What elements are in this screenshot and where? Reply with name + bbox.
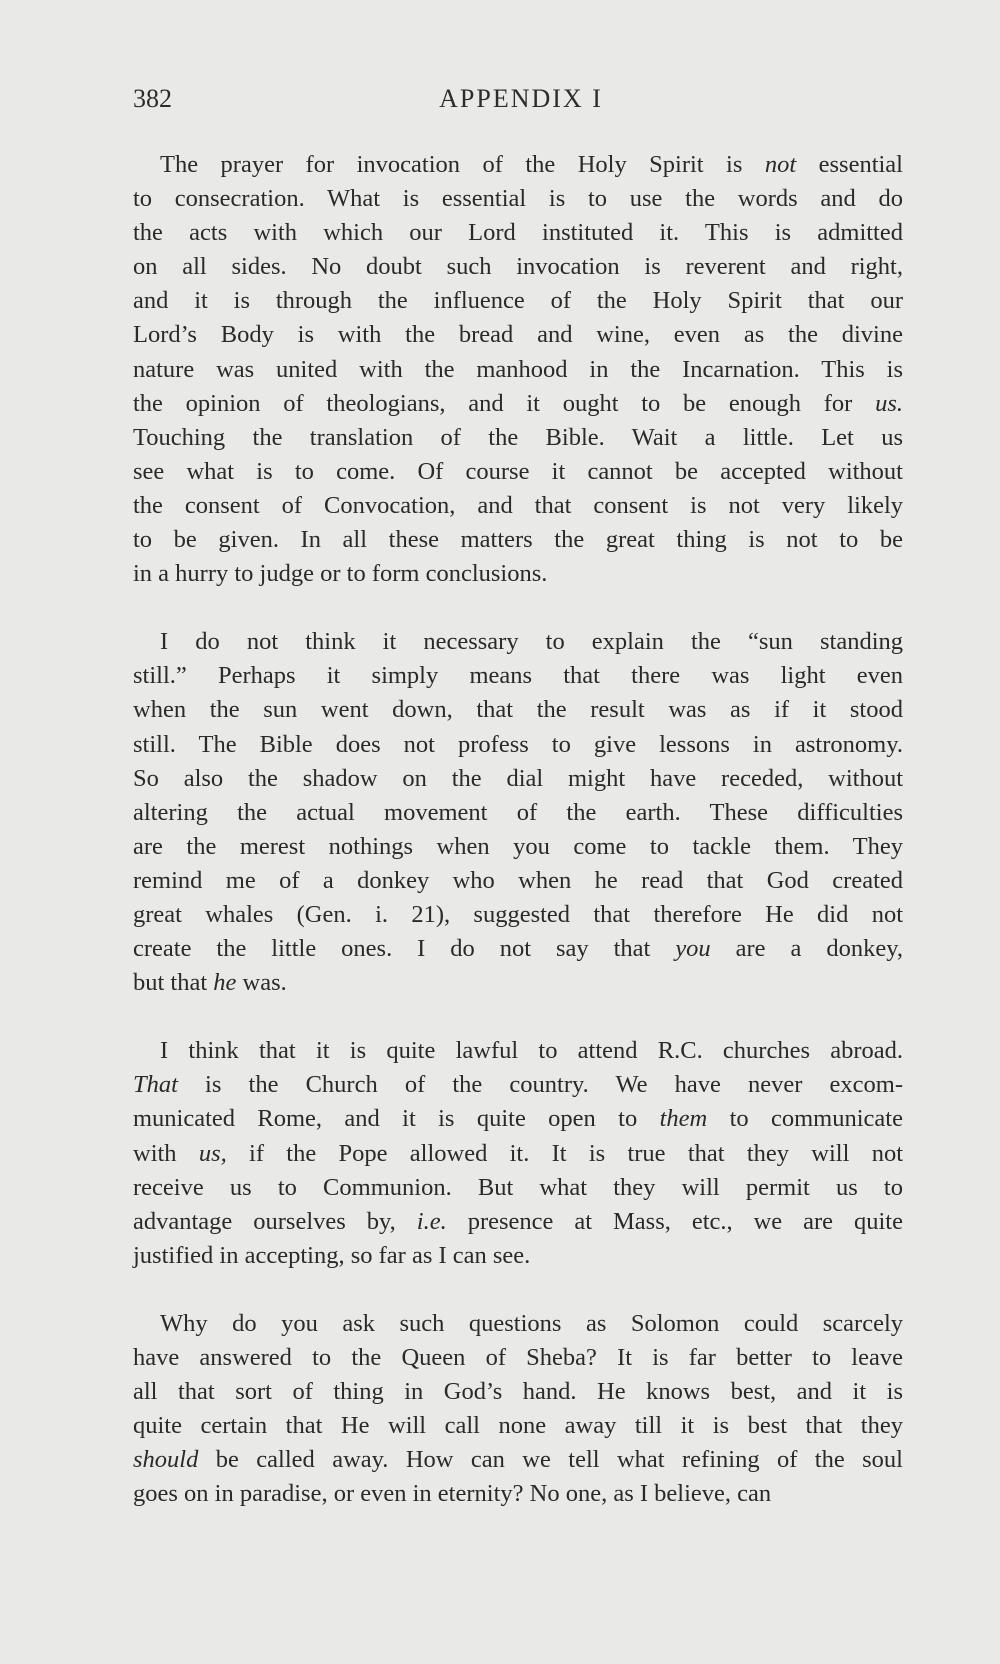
text-run: see what is to come. Of course it cannot be accepted without [133, 457, 903, 485]
text-run: still. The Bible does not profess to give lessons in astronomy. [133, 730, 903, 758]
text-run: goes on in paradise, or even in eternity? No one, as I believe, can [133, 1480, 772, 1508]
text-run: presence at Mass, etc., we are quite [446, 1207, 903, 1235]
italic-text: not [764, 151, 797, 178]
text-run: and it is through the influence of the Holy Spirit that our [133, 287, 903, 315]
text-run: are the merest nothings when you come to tackle them. They [133, 832, 903, 860]
text-run: essential [796, 151, 903, 178]
text-line [133, 523, 903, 557]
paragraph [133, 625, 903, 1000]
text-line [133, 693, 903, 727]
text-run: all that sort of thing in God’s hand. He knows best, and it is [133, 1378, 903, 1406]
paragraph [133, 1034, 903, 1273]
text-line [133, 1409, 903, 1443]
text-line [133, 421, 903, 455]
text-run: the acts with which our Lord instituted it. This is admitted [133, 219, 903, 247]
text-run: with [133, 1139, 199, 1167]
text-run: to communicate [707, 1105, 903, 1133]
text-line [133, 932, 903, 966]
page-header [133, 84, 909, 124]
text-run: nature was united with the manhood in the Incarnation. This is [133, 355, 903, 383]
text-line [133, 1171, 903, 1205]
text-run: advantage ourselves by, [133, 1207, 417, 1235]
text-run: if the Pope allowed it. It is true that they will not [226, 1139, 903, 1167]
text-run: still.” Perhaps it simply means that there was light even [133, 662, 903, 690]
running-head: APPENDIX I [439, 84, 603, 113]
text-line [133, 216, 903, 250]
text-line [133, 1477, 903, 1511]
italic-text: he [213, 969, 237, 997]
italic-text: them [659, 1105, 708, 1133]
text-run: in a hurry to judge or to form conclusions. [133, 560, 548, 588]
text-line [133, 966, 903, 1000]
text-line [133, 250, 903, 284]
italic-text: us. [875, 389, 903, 417]
text-line [133, 1341, 903, 1375]
text-line [133, 387, 903, 421]
text-run: the consent of Convocation, and that consent is not very likely [133, 491, 903, 519]
text-line [133, 762, 903, 796]
body-text [133, 148, 903, 1545]
text-run: quite certain that He will call none away till it is best that they [133, 1412, 903, 1440]
text-line [133, 1102, 903, 1136]
paragraph [133, 1307, 903, 1512]
text-line [133, 1375, 903, 1409]
italic-text: you [675, 935, 711, 963]
text-line [133, 1068, 903, 1102]
italic-text: That [133, 1071, 178, 1099]
text-run: municated Rome, and it is quite open to [133, 1105, 660, 1133]
text-line [133, 1307, 903, 1341]
text-line [133, 148, 903, 182]
text-line [133, 625, 903, 659]
text-run: So also the shadow on the dial might have receded, without [133, 764, 903, 792]
text-run: create the little ones. I do not say that [133, 935, 676, 963]
text-run: is the Church of the country. We have never excom- [177, 1071, 903, 1099]
text-run: be called away. How can we tell what refining of the soul [198, 1446, 903, 1474]
text-run: altering the actual movement of the earth. These difficulties [133, 798, 903, 826]
text-line [133, 353, 903, 387]
text-run: I do not think it necessary to explain the “sun standing [160, 628, 903, 656]
text-line [133, 1239, 903, 1273]
text-run: when the sun went down, that the result was as if it stood [133, 696, 903, 724]
text-line [133, 1034, 903, 1068]
text-line [133, 455, 903, 489]
text-line [133, 489, 903, 523]
italic-text: i.e. [416, 1207, 447, 1235]
text-line [133, 318, 903, 352]
text-line [133, 864, 903, 898]
text-line [133, 557, 903, 591]
text-run: remind me of a donkey who when he read that God created [133, 866, 903, 894]
text-run: I think that it is quite lawful to attend R.C. churches abroad. [160, 1037, 903, 1065]
italic-text: us, [198, 1139, 227, 1167]
text-run: justified in accepting, so far as I can see. [133, 1241, 531, 1269]
text-run: the opinion of theologians, and it ought to be enough for [133, 389, 876, 417]
text-run: on all sides. No doubt such invocation is reverent and right, [133, 253, 903, 281]
text-run: have answered to the Queen of Sheba? It is far better to leave [133, 1344, 903, 1371]
paragraph [133, 148, 903, 591]
text-run: great whales (Gen. i. 21), suggested that therefore He did not [133, 900, 903, 928]
text-run: to be given. In all these matters the great thing is not to be [133, 526, 903, 554]
text-line [133, 1137, 903, 1171]
text-line [133, 284, 903, 318]
text-line [133, 182, 903, 216]
text-run: Lord’s Body is with the bread and wine, even as the divine [133, 321, 903, 349]
text-run: but that [133, 969, 214, 997]
italic-text: should [133, 1446, 199, 1474]
text-line [133, 796, 903, 830]
page-number: 382 [133, 84, 172, 113]
text-run: Why do you ask such questions as Solomon could scarcely [160, 1309, 903, 1337]
text-line [133, 1205, 903, 1239]
text-line [133, 728, 903, 762]
text-run: to consecration. What is essential is to use the words and do [133, 185, 903, 213]
text-run: The prayer for invocation of the Holy Spirit is [160, 151, 765, 178]
text-run: are a donkey, [710, 935, 903, 963]
text-run: receive us to Communion. But what they will permit us to [133, 1173, 903, 1201]
text-line [133, 830, 903, 864]
text-run: was. [236, 969, 287, 997]
text-run: Touching the translation of the Bible. Wait a little. Let us [133, 423, 903, 451]
text-line [133, 659, 903, 693]
text-line [133, 898, 903, 932]
text-line [133, 1443, 903, 1477]
